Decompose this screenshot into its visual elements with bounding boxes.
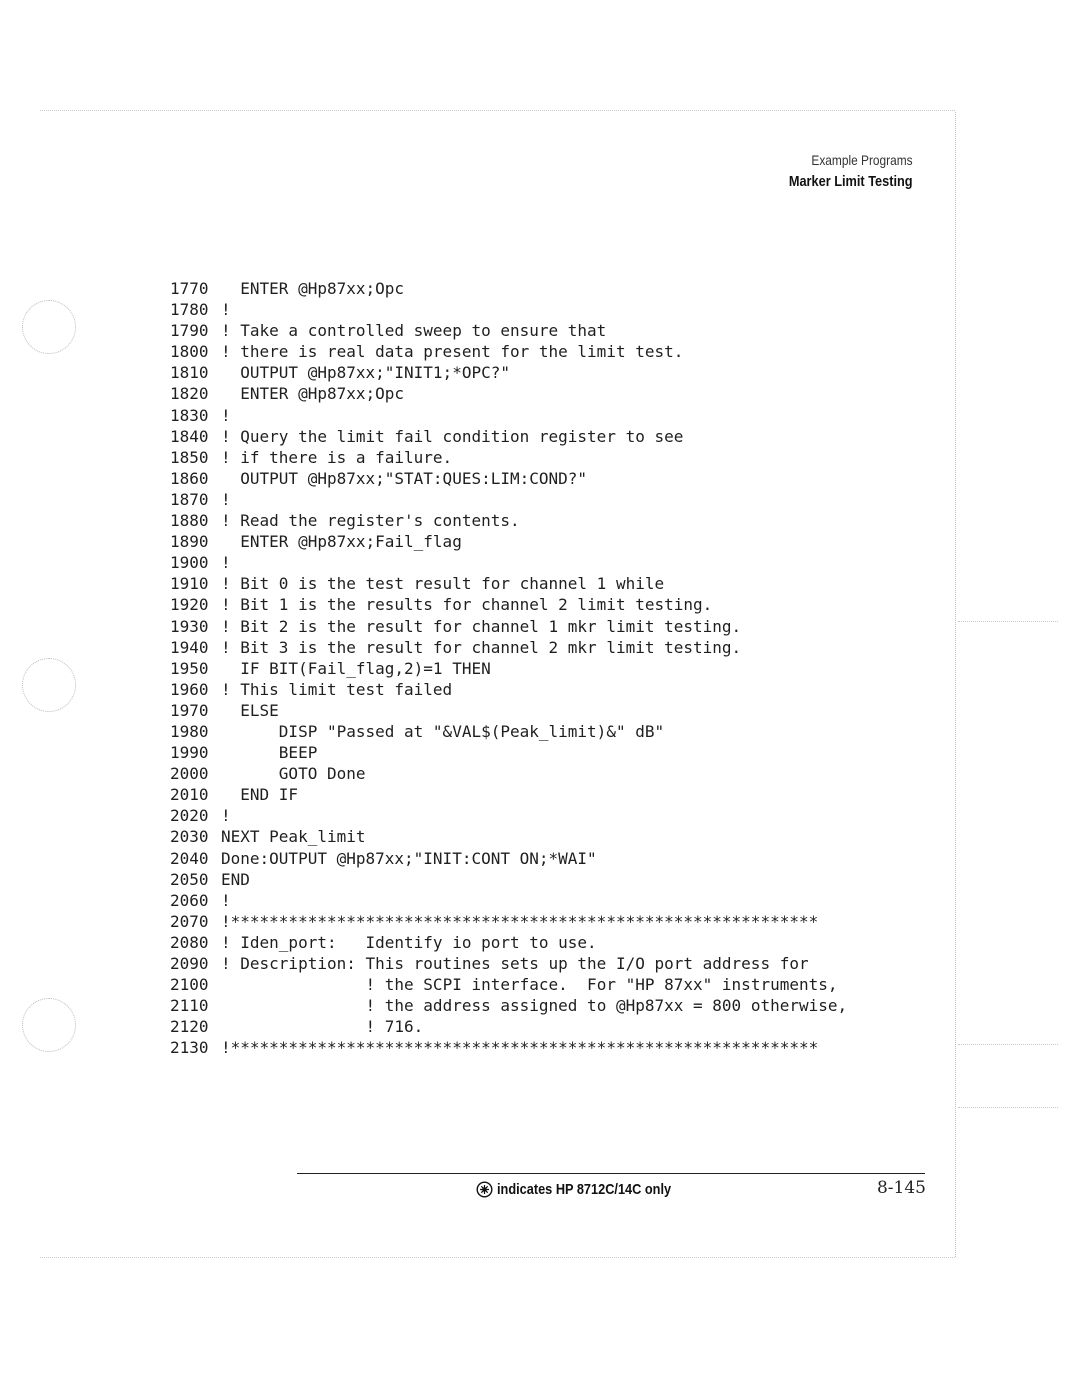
line-text: !************************************************************* [221,1038,819,1058]
code-line [170,911,847,932]
line-text: ! 716. [365,1017,424,1037]
code-line [170,594,847,615]
line-text: ELSE [240,700,279,720]
line-number: 1790 [170,321,209,341]
line-number: 1800 [170,342,209,362]
running-head [767,152,913,190]
line-text: ! Bit 0 is the test result for channel 1 while [221,574,665,594]
code-line [170,510,847,531]
page-number: 8-145 [876,1178,926,1198]
line-number: 2010 [170,785,209,805]
code-line [170,447,847,468]
line-text: ! there is real data present for the limit test. [221,342,684,362]
scan-edge-bottom [40,1257,955,1258]
line-text: ENTER @Hp87xx;Opc [240,384,405,404]
line-text: ! Iden_port: Identify io port to use. [221,932,597,952]
line-number: 2020 [170,806,209,826]
line-number: 2060 [170,890,209,910]
line-number: 1810 [170,363,209,383]
line-text: BEEP [278,743,318,763]
line-number: 1840 [170,426,209,446]
line-text: END IF [240,785,299,805]
line-number: 1770 [170,279,209,298]
code-line [170,637,847,658]
code-line [170,679,847,700]
line-text: ENTER @Hp87xx;Fail_flag [240,532,462,552]
line-number: 1940 [170,637,209,657]
scan-edge-right [955,112,956,1257]
code-line [170,320,847,341]
line-text: ! Bit 1 is the results for channel 2 limit testing. [221,595,713,615]
scan-tab-mark [958,621,1058,622]
code-line [170,1037,847,1058]
binder-punch-hole [22,300,76,354]
line-number: 2110 [170,996,209,1016]
line-text: ! Description: This routines sets up the I/O port address for [221,954,809,973]
code-line [170,742,847,763]
code-line [170,573,847,594]
line-number: 2130 [170,1038,209,1058]
code-listing [170,278,847,1058]
footer-note [476,1181,702,1198]
line-number: 1850 [170,447,209,467]
page-title: Marker Limit Testing [789,173,913,190]
line-text: OUTPUT @Hp87xx;"INIT1;*OPC?" [240,363,510,383]
line-text: ! Bit 3 is the result for channel 2 mkr limit testing. [221,637,742,657]
line-text: GOTO Done [278,764,366,784]
line-text: IF BIT(Fail_flag,2)=1 THEN [240,658,491,678]
code-line [170,974,847,995]
code-line [170,658,847,679]
line-text: ! Take a controlled sweep to ensure that [221,321,607,341]
footer-note-text: indicates HP 8712C/14C only [497,1181,672,1198]
code-line [170,763,847,784]
line-number: 1860 [170,468,209,488]
code-line [170,869,847,890]
line-text: ! [221,405,231,425]
footer-rule [297,1173,925,1174]
code-line [170,362,847,383]
code-line [170,826,847,847]
code-line [170,531,847,552]
line-number: 2050 [170,869,209,889]
line-text: ! the address assigned to @Hp87xx = 800 otherwise, [365,996,848,1016]
line-number: 1870 [170,489,209,509]
line-number: 1920 [170,595,209,615]
line-text: ENTER @Hp87xx;Opc [240,279,405,298]
line-text: ! [221,806,231,826]
hardware-indicator-icon [476,1181,493,1198]
scan-edge-top [40,110,955,111]
line-text: ! Read the register's contents. [221,511,520,531]
line-number: 2000 [170,764,209,784]
line-number: 1900 [170,553,209,573]
line-number: 2080 [170,932,209,952]
code-line [170,848,847,869]
line-number: 2090 [170,954,209,973]
line-text: OUTPUT @Hp87xx;"STAT:QUES:LIM:COND?" [240,468,588,488]
line-text: ! [221,489,231,509]
line-number: 2040 [170,848,209,868]
line-number: 1990 [170,743,209,763]
code-line [170,278,847,299]
line-number: 2120 [170,1017,209,1037]
binder-punch-hole [22,998,76,1052]
line-number: 1970 [170,700,209,720]
code-line [170,405,847,426]
code-line [170,784,847,805]
line-number: 2100 [170,975,209,995]
line-text: NEXT Peak_limit [221,827,366,847]
code-line [170,468,847,489]
code-line [170,995,847,1016]
code-line [170,383,847,404]
line-number: 1930 [170,616,209,636]
line-text: Done:OUTPUT @Hp87xx;"INIT:CONT ON;*WAI" [221,848,597,868]
line-number: 1960 [170,679,209,699]
line-text: ! the SCPI interface. For "HP 87xx" instruments, [365,975,838,995]
code-line [170,700,847,721]
code-line [170,489,847,510]
line-number: 2030 [170,827,209,847]
line-text: ! [221,890,231,910]
code-line [170,1016,847,1037]
line-number: 1950 [170,658,209,678]
line-number: 1820 [170,384,209,404]
code-line [170,341,847,362]
line-text: ! [221,553,231,573]
code-line [170,552,847,573]
line-number: 1910 [170,574,209,594]
code-line [170,805,847,826]
section-label: Example Programs [811,152,913,168]
code-line [170,721,847,742]
code-line [170,299,847,320]
scan-tab-mark [958,1107,1058,1108]
binder-punch-hole [22,658,76,712]
line-text: ! Bit 2 is the result for channel 1 mkr limit testing. [221,616,742,636]
line-number: 1780 [170,300,209,320]
code-line [170,890,847,911]
code-line [170,932,847,953]
line-number: 1980 [170,721,209,741]
line-text: !************************************************************* [221,911,819,931]
line-number: 1830 [170,405,209,425]
line-text: DISP "Passed at "&VAL$(Peak_limit)&" dB" [278,721,665,741]
line-text: ! [221,300,231,320]
code-line [170,426,847,447]
line-text: ! Query the limit fail condition register to see [221,426,684,446]
line-number: 1880 [170,511,209,531]
scan-tab-mark [958,1044,1058,1045]
line-number: 1890 [170,532,209,552]
code-line [170,616,847,637]
line-text: ! This limit test failed [221,679,453,699]
line-number: 2070 [170,911,209,931]
code-line [170,953,847,974]
line-text: END [221,869,250,889]
line-text: ! if there is a failure. [221,447,453,467]
